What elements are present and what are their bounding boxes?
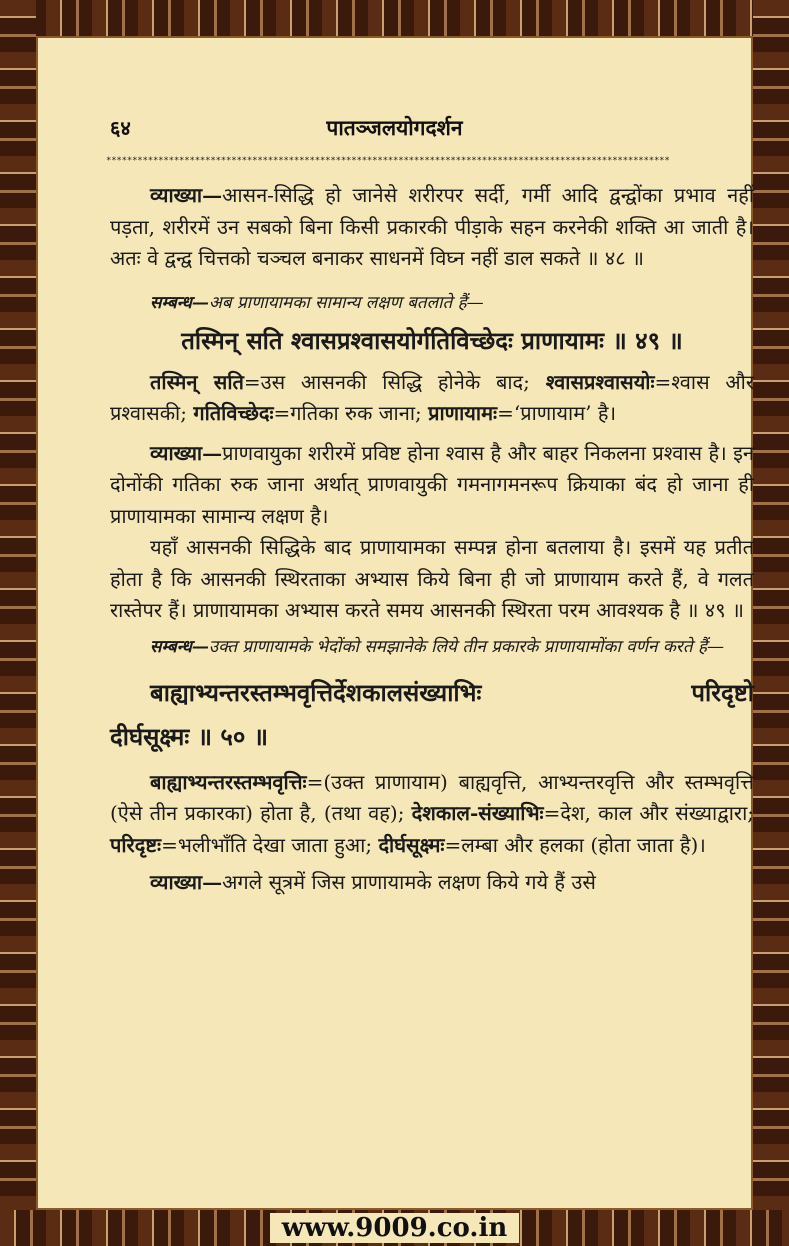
commentary-paragraph-48 [110,180,754,275]
commentary-paragraph-49-continued: यहाँ आसनकी सिद्धिके बाद प्राणायामका सम्पन्न होना बतलाया है। इसमें यह प्रतीत होता है कि आसनकी स्थिरताका अभ्यास किये बिना ही जो प्राणायाम करते हैं, वे गलत रास्तेपर हैं। प्राणायामका अभ्यास करते समय आसनकी स्थिरता परम आवश्यक है ॥ ४९ ॥ [110,535,754,622]
commentary-label: व्याख्या— [150,183,223,207]
frame-border-left [0,0,36,1246]
gloss-meaning: =भलीभाँति देखा जाता हुआ; [161,832,379,857]
gloss-meaning: =‘प्राणायाम’ है। [497,401,617,425]
header-rule: ************************************************************************************************************ [106,156,670,166]
relation-note-50 [110,633,754,661]
book-page [36,36,753,1210]
gloss-meaning: =उस आसनकी सिद्धि होनेके बाद; [243,369,546,394]
relation-label: सम्बन्ध— [150,292,209,313]
gloss-term: गतिविच्छेदः [193,401,274,425]
page-content [110,180,754,899]
sutra-49: तस्मिन् सति श्वासप्रश्वासयोर्गतिविच्छेदः प्राणायामः ॥ ४९ ॥ [181,325,683,355]
gloss-term: परिदृष्टः [110,832,162,857]
sutra-50-line2: दीर्घसूक्ष्मः ॥ ५० ॥ [110,721,269,751]
footer-website [0,1210,789,1246]
relation-text: अब प्राणायामका सामान्य लक्षण बतलाते हैं— [208,292,484,313]
gloss-term: प्राणायामः [428,401,498,425]
gloss-term: तस्मिन् सति [150,369,244,394]
sutra-50-line1-end: परिदृष्टो [691,677,754,707]
gloss-term: देशकाल-संख्याभिः [411,801,544,825]
relation-text: उक्त प्राणायामके भेदोंको समझानेके लिये तीन प्रकारके प्राणायामोंका वर्णन करते हैं— [208,636,724,657]
book-title: पातञ्जलयोगदर्शन [326,115,463,140]
sutra-50-line1: बाह्याभ्यन्तरस्तम्भवृत्तिर्देशकालसंख्याभिः [150,677,482,707]
gloss-term: बाह्याभ्यन्तरस्तम्भवृत्तिः [150,769,307,794]
gloss-meaning: =श्वास और प्रश्वासकी; [110,369,755,425]
gloss-meaning: =लम्बा और हलका (होता जाता है)। [444,832,706,857]
word-gloss-49 [110,367,754,430]
gloss-meaning: =गतिका रुक जाना; [273,401,429,425]
commentary-paragraph-50 [110,867,754,899]
frame-border-right [753,0,789,1246]
sutra-50 [110,675,754,755]
word-gloss-50 [110,767,754,862]
frame-border-top [0,0,789,36]
commentary-text: अगले सूत्रमें जिस प्राणायामके लक्षण किये गये हैं उसे [222,870,596,894]
commentary-paragraph-49 [110,438,754,533]
commentary-label: व्याख्या— [150,440,223,465]
website-url: www.9009.co.in [270,1213,520,1243]
gloss-term: दीर्घसूक्ष्मः [378,832,445,857]
relation-note-49 [110,289,754,317]
commentary-label: व्याख्या— [150,870,223,894]
commentary-text: प्राणवायुका शरीरमें प्रविष्ट होना श्वास है और बाहर निकलना प्रश्वास है। इन दोनोंकी गतिका रुक जाना अर्थात् प्राणवायुकी गमनागमनरूप क्रियाका बंद हो जाना ही प्राणायामका सामान्य लक्षण है। [110,440,754,528]
page-number: ६४ [110,116,131,140]
gloss-meaning: =(उक्त प्राणायाम) बाह्यवृत्ति, आभ्यन्तरवृत्ति और स्तम्भवृत्ति (ऐसे तीन प्रकारका) होता है, (तथा वह); [110,769,754,825]
commentary-text: आसन-सिद्धि हो जानेसे शरीरपर सर्दी, गर्मी आदि द्वन्द्वोंका प्रभाव नहीं पड़ता, शरीरमें उन सबको बिना किसी प्रकारकी पीड़ाके सहन करनेकी शक्ति आ जाती है। अतः वे द्वन्द्व चित्तको चञ्चल बनाकर साधनमें विघ्न नहीं डाल सकते ॥ ४८ ॥ [110,183,754,270]
gloss-meaning: =देश, काल और संख्याद्वारा; [543,801,754,825]
gloss-term: श्वासप्रश्वासयोः [545,369,655,394]
page-header [36,114,753,144]
relation-label: सम्बन्ध— [150,636,209,657]
